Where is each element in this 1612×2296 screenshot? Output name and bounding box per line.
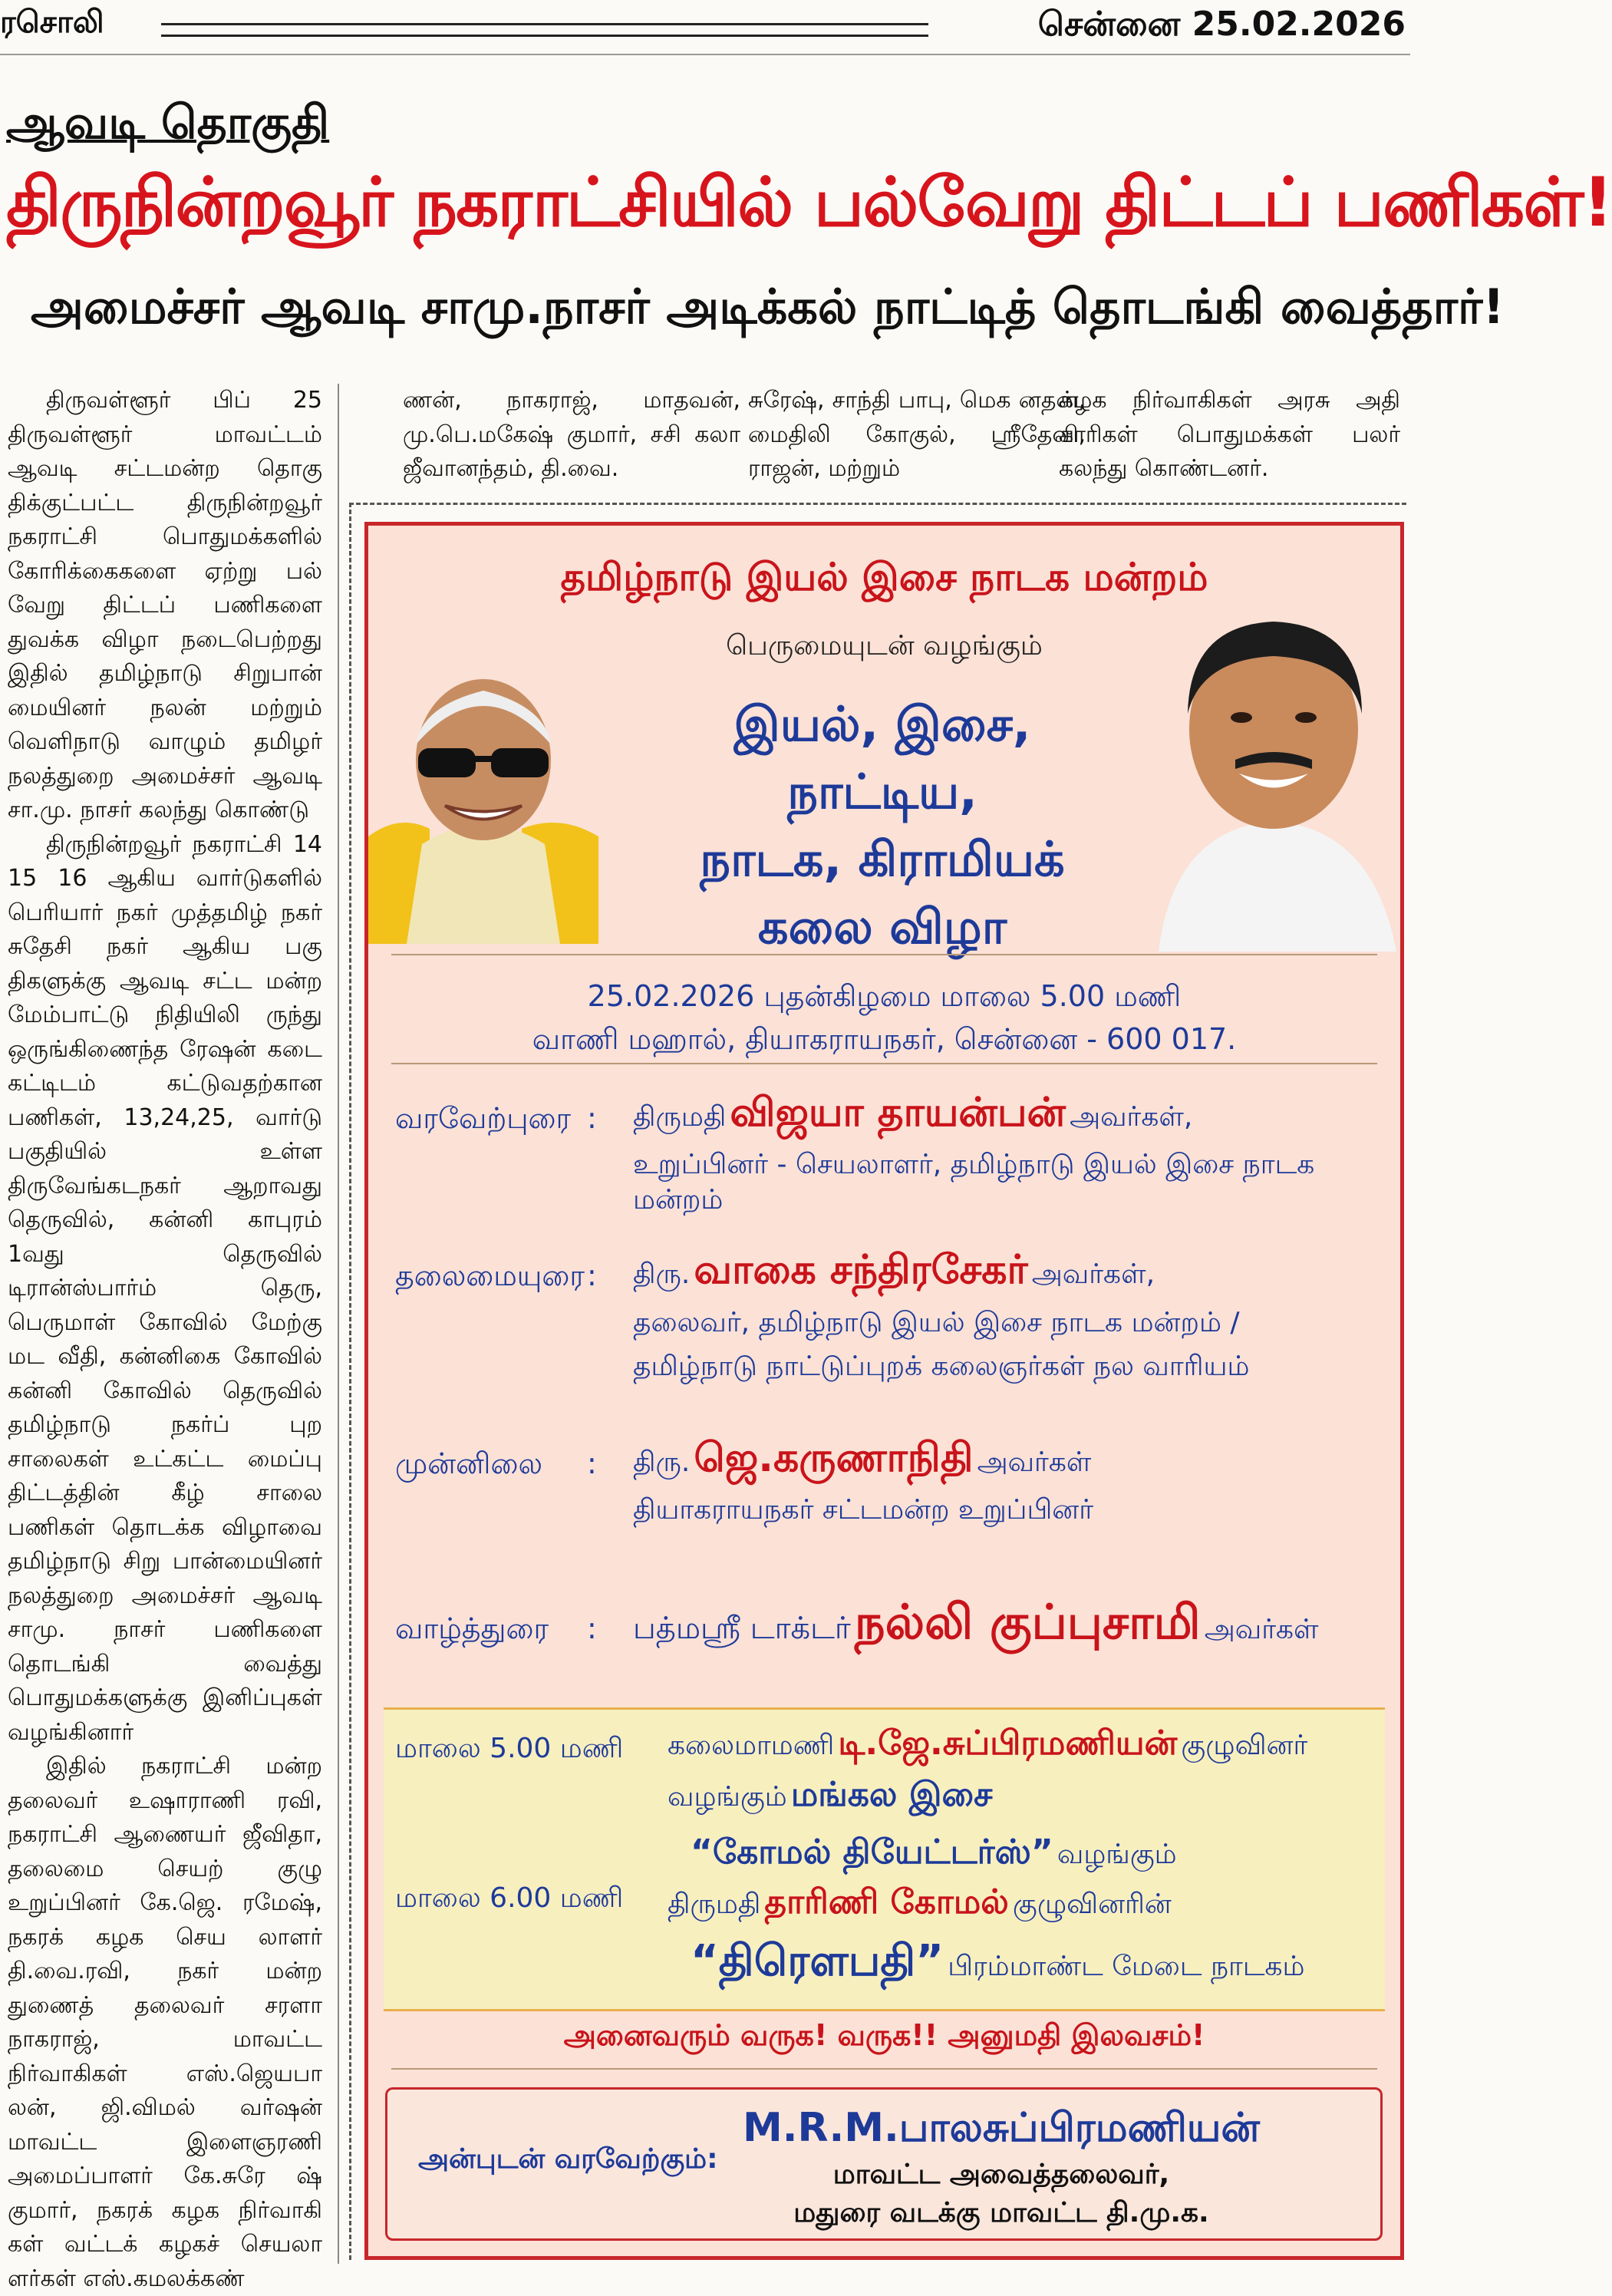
speaker-colon: :	[587, 1447, 597, 1480]
speaker-colon: :	[587, 1611, 597, 1645]
ad-organizer-title: தமிழ்நாடு இயல் இசை நாடக மன்றம்	[560, 555, 1208, 599]
speaker-detail: தியாகராயநகர் சட்டமன்ற உறுப்பினர்	[633, 1494, 1094, 1526]
program-performer-line: கலைமாமணி டி.ஜே.சுப்பிரமணியன் குழுவினர்	[668, 1724, 1308, 1763]
article-paragraph: திருவள்ளூர் பிப் 25 திருவள்ளூர் மாவட்டம் ஆவடி சட்டமன்ற தொகு திக்குட்பட்ட திருநின்றவூர் நகராட்சி பொதுமக்களில் கோரிக்கைகளை ஏற்று பல் வேறு திட்டப் பணிகளை துவக்க விழா நடைபெற்றது இதில் தமிழ்நாடு சிறுபான் மையினர் நலன் மற்றும் வெளிநாடு வாழும் தமிழர் நலத்துறை அமைச்சர் ஆவடி சா.மு. நாசர் கலந்து கொண்டு	[8, 387, 322, 823]
speaker-role: முன்னிலை	[395, 1447, 543, 1480]
ad-date-venue	[368, 975, 1400, 1061]
program-presenter-line: “கோமல் தியேட்டர்ஸ்” வழங்கும்	[691, 1833, 1177, 1872]
masthead-paper-name: ரசொலி	[0, 5, 104, 40]
speaker-name-line: திரு. ஜெ.கருணாநிதி அவர்கள்	[633, 1435, 1092, 1481]
article-column-3: சுரேஷ், சாந்தி பாபு, மெக னதன், மைதிலி கோகுல், ஸ்ரீதேவி, ராஜன், மற்றும்	[748, 387, 1086, 482]
speaker-detail: உறுப்பினர் - செயலாளர், தமிழ்நாடு இயல் இசை நாடக மன்றம்	[633, 1149, 1315, 1216]
portrait-left-image	[368, 660, 598, 944]
article-headline: திருநின்றவூர் நகராட்சியில் பல்வேறு திட்டப் பணிகள்!	[6, 163, 1612, 242]
article-column-1	[8, 384, 322, 2292]
ad-free-entry-note: அனைவரும் வருக! வருக!! அனுமதி இலவசம்!	[563, 2018, 1205, 2052]
speaker-role: வரவேற்புரை	[395, 1101, 572, 1135]
masthead-divider	[0, 54, 1410, 55]
speaker-colon: :	[587, 1259, 597, 1292]
program-performance-line: வழங்கும் மங்கல இசை	[668, 1775, 993, 1814]
ad-festival-title	[644, 691, 1120, 961]
festival-line-3: கலை விழா	[757, 899, 1007, 955]
program-time: மாலை 6.00 மணி	[395, 1882, 624, 1914]
article-subhead: அமைச்சர் ஆவடி சாமு.நாசர் அடிக்கல் நாட்டித் தொடங்கி வைத்தார்!	[31, 279, 1505, 335]
article-kicker: ஆவடி தொகுதி	[6, 96, 330, 150]
article-paragraph: திருநின்றவூர் நகராட்சி 14 15 16 ஆகிய வார்டுகளில் பெரியார் நகர் முத்தமிழ் நகர் சுதேசி நகர் ஆகிய பகு திகளுக்கு ஆவடி சட்ட மன்ற மேம்பாட்டு நிதியிலி ருந்து ஒருங்கிணைந்த ரேஷன் கடை கட்டிடம் கட்டுவதற்கான பணிகள், 13,24,25, வார்டு பகுதியில் உள்ள திருவேங்கடநகர் ஆறாவது தெருவில், கன்னி காபுரம் 1வது தெருவில் டிரான்ஸ்பார்ம் தெரு, பெருமாள் கோவில் மேற்கு மட வீதி, கன்னிகை கோவில் கன்னி கோவில் தெருவில் தமிழ்நாடு நகர்ப் புற சாலைகள் உட்கட்ட மைப்பு திட்டத்தின் கீழ் சாலை பணிகள் தொடக்க விழாவை தமிழ்நாடு சிறு பான்மையினர் நலத்துறை அமைச்சர் ஆவடி சாமு. நாசர் பணிகளை தொடங்கி வைத்து பொதுமக்களுக்கு இனிப்புகள் வழங்கினார்	[8, 830, 322, 1746]
festival-line-1: இயல், இசை, நாட்டிய,	[733, 696, 1031, 820]
ad-dashed-border-top	[349, 503, 1406, 505]
festival-line-2: நாடக, கிராமியக்	[700, 831, 1065, 887]
portrait-right-image	[1143, 599, 1404, 952]
speaker-detail: தமிழ்நாடு நாட்டுப்புறக் கலைஞர்கள் நல வாரியம்	[633, 1351, 1250, 1382]
article-paragraph: இதில் நகராட்சி மன்ற தலைவர் உஷாராணி ரவி, நகராட்சி ஆணையர் ஜீவிதா, தலைமை செயற் குழு உறுப்பினர் கே.ஜெ. ரமேஷ், நகரக் கழக செய லாளர் தி.வை.ரவி, நகர் மன்ற துணைத் தலைவர் சரளா நாகராஜ், மாவட்ட நிர்வாகிகள் எஸ்.ஜெயபா லன், ஜி.விமல் வர்ஷன் மாவட்ட இளைஞரணி அமைப்பாளர் கே.சுரே ஷ் குமார், நகரக் கழக நிர்வாகி கள் வட்டக் கழகச் செயலா ளர்கள் எஸ்.கமலக்கண்	[8, 1753, 322, 2292]
speaker-role: வாழ்த்துரை	[395, 1611, 549, 1645]
masthead-city-date: சென்னை 25.02.2026	[1037, 5, 1406, 44]
welcome-label: அன்புடன் வரவேற்கும்:	[418, 2143, 718, 2175]
event-advertisement	[364, 522, 1404, 2260]
speaker-name-line: திருமதி விஜயா தாயன்பன் அவர்கள்,	[633, 1090, 1193, 1136]
program-schedule	[384, 1707, 1385, 2011]
ad-divider	[391, 2068, 1377, 2070]
speaker-detail: தலைவர், தமிழ்நாடு இயல் இசை நாடக மன்றம் /	[633, 1307, 1240, 1338]
speaker-name-line: திரு. வாகை சந்திரசேகர் அவர்கள்,	[633, 1247, 1155, 1293]
host-organization: மதுரை வடக்கு மாவட்ட தி.மு.க.	[793, 2197, 1209, 2228]
article-column-4: கழக நிர்வாகிகள் அரசு அதி காரிகள் பொதுமக்கள் பலர் கலந்து கொண்டனர்.	[1059, 387, 1400, 482]
column-separator	[338, 384, 339, 2264]
host-title: மாவட்ட அவைத்தலைவர்,	[832, 2159, 1170, 2190]
program-performance-line: “திரௌபதி” பிரம்மாண்ட மேடை நாடகம்	[691, 1936, 1305, 1986]
ad-divider	[391, 954, 1377, 955]
ad-presents-text: பெருமையுடன் வழங்கும்	[726, 630, 1043, 661]
article-column-2: ணன், நாகராஜ், மாதவன், மு.பெ.மகேஷ் குமார், சசி கலா ஜீவானந்தம், தி.வை.	[403, 387, 740, 482]
speaker-name-line: பத்மஸ்ரீ டாக்டர் நல்லி குப்புசாமி அவர்கள்	[633, 1594, 1319, 1650]
ad-divider	[391, 1063, 1377, 1064]
speaker-role: தலைமையுரை	[395, 1259, 585, 1292]
masthead-rule	[161, 23, 928, 37]
program-time: மாலை 5.00 மணி	[395, 1733, 624, 1764]
ad-dashed-border-left	[349, 503, 351, 2260]
host-name: M.R.M.பாலசுப்பிரமணியன்	[743, 2105, 1260, 2151]
event-venue: வாணி மஹால், தியாகராயநகர், சென்னை - 600 017.	[532, 1022, 1237, 1056]
speaker-colon: :	[587, 1101, 597, 1135]
host-welcome-box	[385, 2087, 1383, 2241]
event-date-time: 25.02.2026 புதன்கிழமை மாலை 5.00 மணி	[587, 979, 1182, 1013]
program-performer-line: திருமதி தாரிணி கோமல் குழுவினரின்	[668, 1882, 1172, 1922]
